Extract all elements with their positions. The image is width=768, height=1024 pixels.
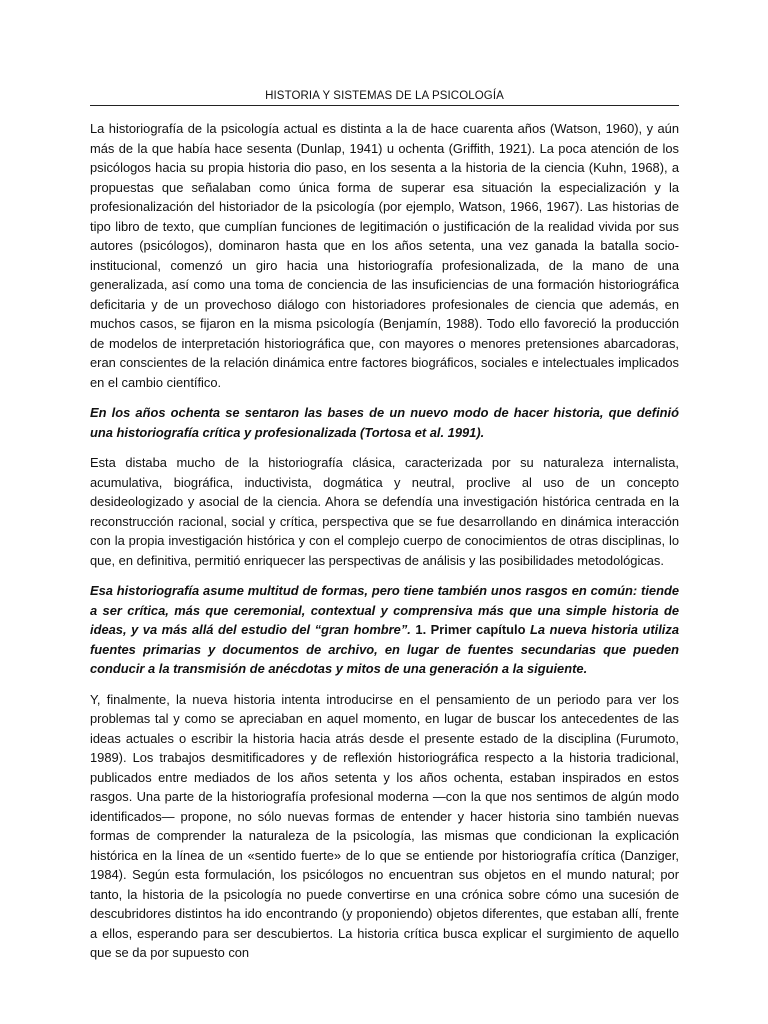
paragraph-5: Y, finalmente, la nueva historia intenta introducirse en el pensamiento de un periodo para ver los problemas tal y como se apreciaban en aquel momento, en lugar de buscar los antecedentes de las ideas actuales o escribir la historia hacia atrás desde el presente estado de la disciplina (Furumoto, 1989). Los trabajos desmitificadores y de reflexión historiográfica respecto a la historia tradicional, publicados entre mediados de los años setenta y los años ochenta, estaban inspirados en estos rasgos. Una parte de la historiografía profesional moderna —con la que nos sentimos de algún modo identificados— propone, no sólo nuevas formas de entender y hacer historia sino también nuevas formas de comprender la naturaleza de la psicología, las mismas que condicionan la explicación histórica en la línea de un «sentido fuerte» de lo que se entiende por historiografía crítica (Danziger, 1984). Según esta formulación, los psicólogos no encuentran sus objetos en el mundo natural; por tanto, la historia de la psicología no puede convertirse en una crónica sobre cómo una sucesión de descubridores distintos ha ido encontrando (y proponiendo) objetos diferentes, que estaban allí, frente a ellos, esperando para ser descubiertos. La historia crítica busca explicar el surgimiento de aquello que se da por supuesto con — [90, 691, 679, 960]
running-header: HISTORIA Y SISTEMAS DE LA PSICOLOGÍA — [90, 90, 679, 106]
paragraph-3: Esta distaba mucho de la historiografía clásica, caracterizada por su naturaleza internalista, acumulativa, biográfica, inductivista, dogmática y neutral, proclive al uso de un concepto desideologizado y asocial de la ciencia. Ahora se defendía una investigación histórica centrada en la reconstrucción racional, social y crítica, perspectiva que se fue desarrollando en dinámica interacción con la propia investigación histórica y con el complejo cuerpo de conocimientos de otras disciplinas, lo que, en definitiva, permitió enriquecer las perspectivas de análisis y las posibilidades metodológicas. — [90, 455, 679, 568]
paragraph-4-emphasis — [90, 581, 679, 679]
document-page — [90, 90, 679, 974]
paragraph-2-emphasis: En los años ochenta se sentaron las bases de un nuevo modo de hacer historia, que definió una historiografía crítica y profesionalizada (Tortosa et al. 1991). — [90, 405, 679, 440]
paragraph-4-text-a: Esa historiografía asume multitud de formas, pero tiene también unos rasgos en común: tiende a ser crítica, más que ceremonial, contextual y comprensiva más que una simple historia de ideas, y va más allá del estudio del “gran hombre”. — [90, 583, 679, 637]
chapter-reference: 1. Primer capítulo — [415, 622, 526, 637]
paragraph-4-text-b: La nueva historia utiliza fuentes primarias y documentos de archivo, en lugar de fuentes secundarias que pueden conducir a la transmisión de anécdotas y mitos de una generación a la siguiente. — [90, 622, 679, 676]
paragraph-1: La historiografía de la psicología actual es distinta a la de hace cuarenta años (Watson, 1960), y aún más de la que había hace sesenta (Dunlap, 1941) u ochenta (Griffith, 1921). La poca atención de los psicólogos hacia su propia historia dio paso, en los sesenta a la historia de la ciencia (Kuhn, 1968), a propuestas que señalaban como única forma de superar esa situación la especialización y la profesionalización del historiador de la psicología (por ejemplo, Watson, 1966, 1967). Las historias de tipo libro de texto, que cumplían funciones de legitimación o justificación de la realidad vivida por sus autores (psicólogos), dominaron hasta que en los años setenta, una vez ganada la batalla socio-institucional, comenzó un giro hacia una historiografía profesionalizada, de la mano de una generalizada, así como una toma de conciencia de las insuficiencias de una formación historiográfica deficitaria y de un provechoso diálogo con historiadores profesionales de ciencia que además, en muchos casos, se fijaron en la misma psicología (Benjamín, 1988). Todo ello favoreció la producción de modelos de interpretación historiográfica que, con mayores o menores pretensiones abarcadoras, eran conscientes de la relación dinámica entre factores biográficos, sociales e intelectuales implicados en el cambio científico. — [90, 121, 679, 390]
